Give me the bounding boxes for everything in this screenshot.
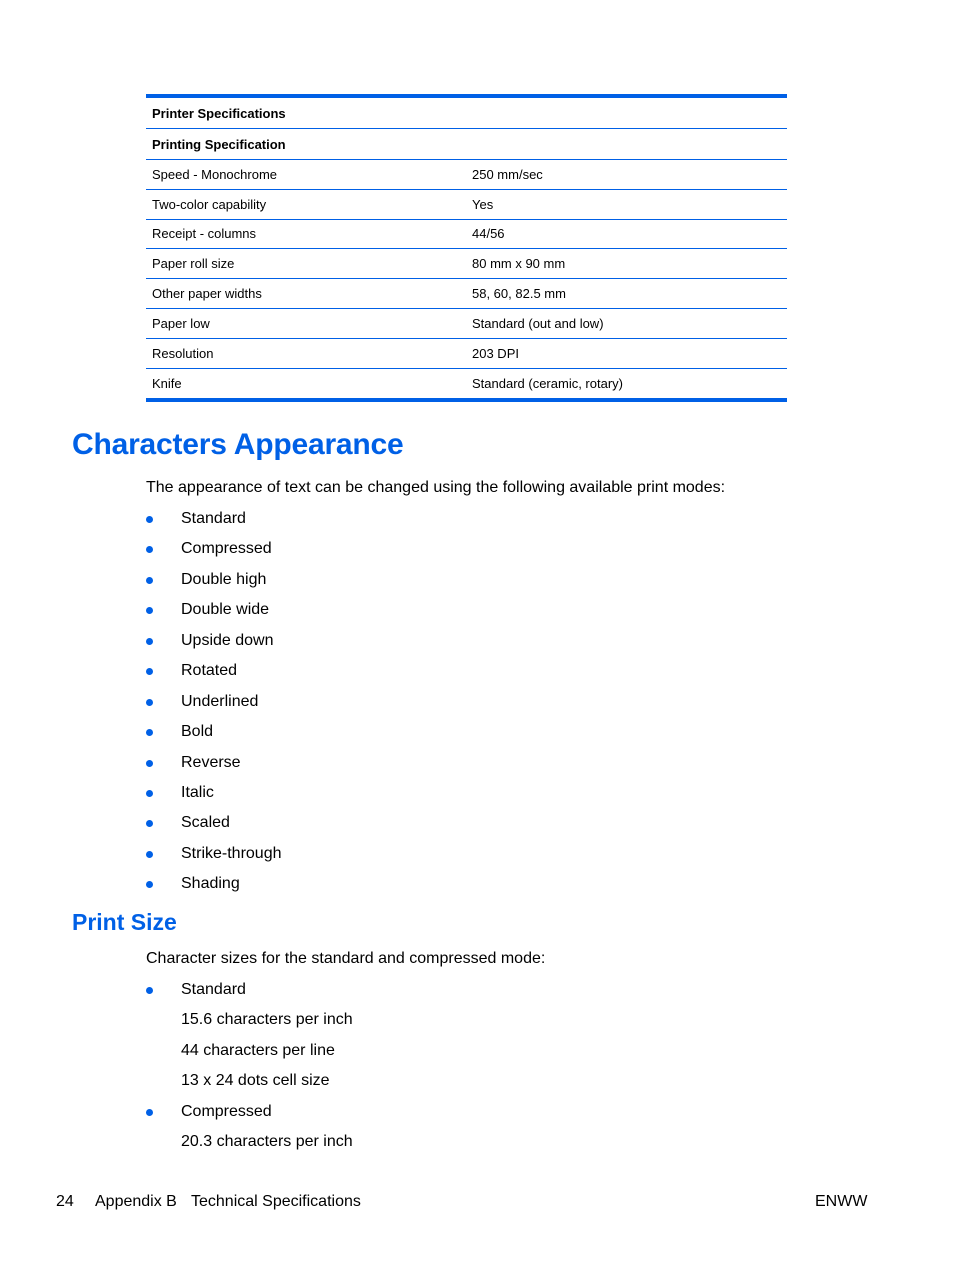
bullet-icon — [146, 516, 153, 523]
table-header-printing-specification: Printing Specification — [152, 136, 286, 152]
list-item: Upside down — [146, 630, 806, 660]
list-item: Scaled — [146, 812, 806, 842]
bullet-icon — [146, 638, 153, 645]
page-number: 24 — [56, 1193, 74, 1210]
bullet-icon — [146, 546, 153, 553]
row-value: Standard (ceramic, rotary) — [472, 375, 623, 391]
table-header-row — [146, 98, 787, 129]
row-label: Speed - Monochrome — [152, 166, 278, 182]
list-item: Rotated — [146, 660, 806, 690]
detail-line: 15.6 characters per inch — [181, 1011, 353, 1029]
row-label: Resolution — [152, 345, 214, 361]
footer-code: ENWW — [815, 1193, 868, 1210]
table-row — [146, 309, 787, 339]
list-item: Double wide — [146, 599, 806, 629]
row-label: Paper roll size — [152, 256, 235, 272]
list-item: Standard — [146, 508, 806, 538]
row-label: Other paper widths — [152, 286, 262, 302]
row-value: 203 DPI — [472, 345, 519, 361]
list-item-standard: Standard — [146, 979, 806, 1009]
print-size-list — [146, 979, 806, 1162]
bullet-icon — [146, 790, 153, 797]
table-row — [146, 369, 787, 399]
row-value: 80 mm x 90 mm — [472, 256, 566, 272]
section-title-print-size: Print Size — [72, 909, 177, 935]
table-row — [146, 339, 787, 369]
bullet-icon — [146, 729, 153, 736]
section-title-characters-appearance: Characters Appearance — [72, 428, 404, 461]
row-value: Standard (out and low) — [472, 315, 604, 331]
row-label: Knife — [152, 375, 182, 391]
table-header-printer-specifications: Printer Specifications — [152, 105, 286, 121]
table-row — [146, 190, 787, 220]
detail-line: 44 characters per line — [181, 1041, 335, 1059]
row-value: 58, 60, 82.5 mm — [472, 286, 566, 302]
list-item: Underlined — [146, 691, 806, 721]
bullet-icon — [146, 668, 153, 675]
row-label: Receipt - columns — [152, 226, 257, 242]
printer-spec-table — [146, 94, 787, 402]
print-size-intro: Character sizes for the standard and compressed mode: — [146, 950, 546, 967]
list-item: Italic — [146, 782, 806, 812]
bullet-icon — [146, 881, 153, 888]
bullet-icon — [146, 760, 153, 767]
bullet-icon — [146, 851, 153, 858]
table-subheader-row — [146, 129, 787, 160]
bullet-icon — [146, 1109, 153, 1116]
section-intro: The appearance of text can be changed using the following available print modes: — [146, 479, 726, 496]
list-item: Shading — [146, 873, 806, 903]
row-label: Paper low — [152, 315, 210, 331]
detail-line: 13 x 24 dots cell size — [181, 1072, 330, 1090]
row-value: 44/56 — [472, 226, 505, 242]
footer-chapter: Technical Specifications — [191, 1193, 361, 1210]
list-item: Reverse — [146, 752, 806, 782]
row-value: Yes — [472, 196, 494, 212]
row-value: 250 mm/sec — [472, 166, 543, 182]
print-modes-list — [146, 508, 806, 904]
bullet-icon — [146, 607, 153, 614]
list-item-compressed: Compressed — [146, 1101, 806, 1131]
detail-line: 20.3 characters per inch — [181, 1133, 353, 1151]
bullet-icon — [146, 699, 153, 706]
bullet-icon — [146, 987, 153, 994]
row-label: Two-color capability — [152, 196, 267, 212]
footer-appendix: Appendix B — [95, 1193, 177, 1210]
table-row — [146, 279, 787, 309]
bullet-icon — [146, 820, 153, 827]
table-row — [146, 249, 787, 279]
list-item: Bold — [146, 721, 806, 751]
list-item: Double high — [146, 569, 806, 599]
list-item: Compressed — [146, 538, 806, 568]
table-row — [146, 160, 787, 190]
table-row — [146, 220, 787, 250]
bullet-icon — [146, 577, 153, 584]
list-item: Strike-through — [146, 843, 806, 873]
